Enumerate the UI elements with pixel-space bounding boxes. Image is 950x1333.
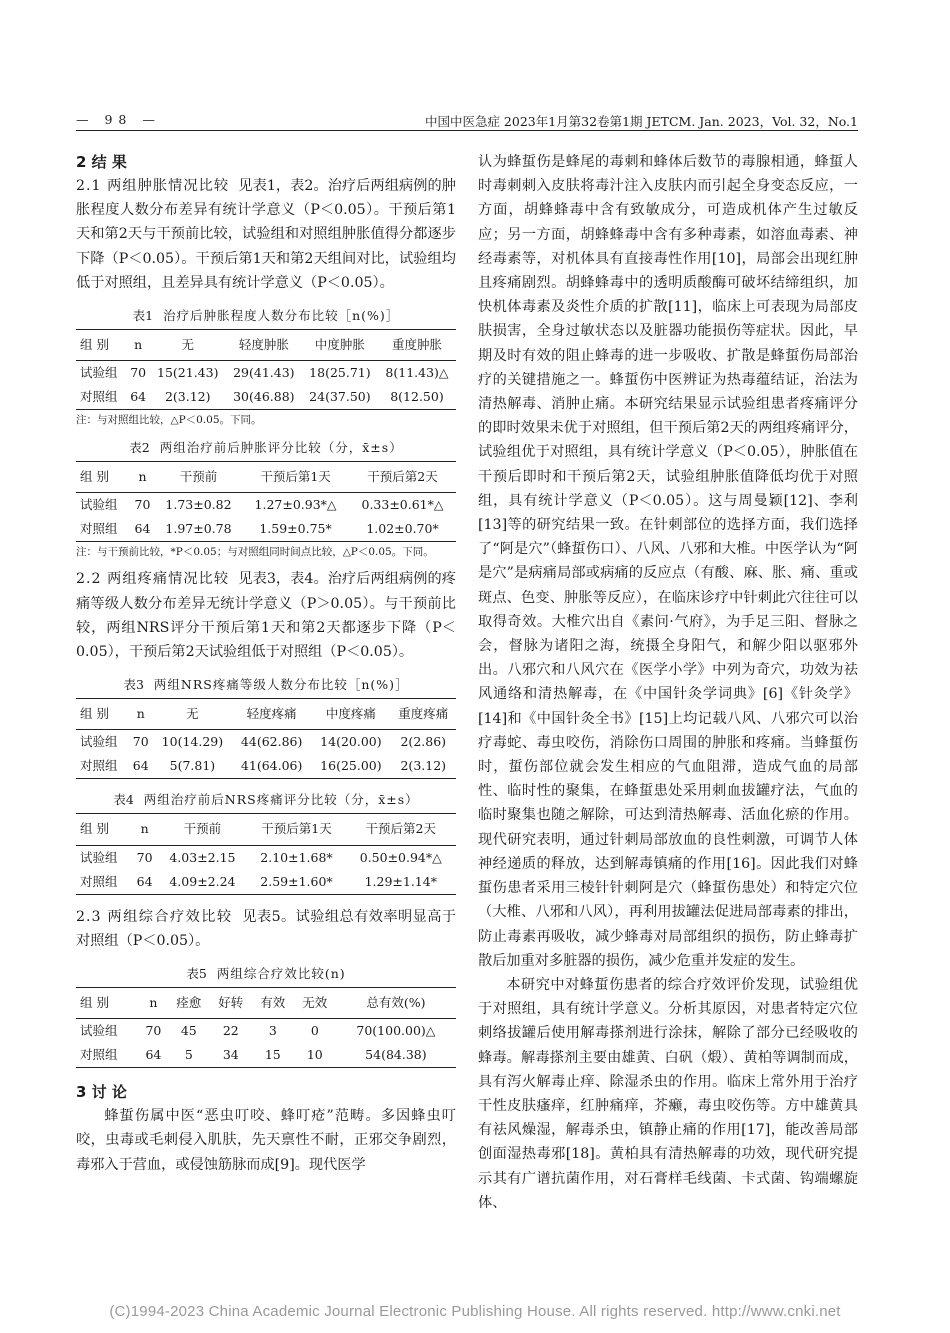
right-column	[478, 150, 858, 1215]
table-header-cell: 组 别	[76, 988, 139, 1019]
table-header-cell: 痊愈	[168, 988, 210, 1019]
table5-caption: 表5 两组综合疗效比较(n)	[186, 966, 346, 982]
table-header-cell: 组 别	[76, 814, 132, 845]
table2-note: 注：与干预前比较，*P＜0.05；与对照组同时间点比较，△P＜0.05。下同。	[76, 546, 434, 559]
table-row	[76, 1043, 456, 1068]
table-cell: 70	[132, 734, 149, 750]
table-cell: 1.97±0.78	[165, 521, 232, 537]
table-row	[76, 385, 456, 410]
table-cell: 8(12.50)	[390, 389, 444, 405]
left-column	[76, 150, 456, 1177]
section-2-1-text: 见表1，表2。治疗后两组病例的肿胀程度人数分布差异有统计学意义（P＜0.05）。干预后第1天和第2天与干预前比较，试验组和对照组肿胀值得分都逐步下降（P＜0.05）。干预后第1天和第2天组间对比，试验组均低于对照组，且差异具有统计学意义（P＜0.05）。	[76, 178, 456, 291]
section-2-3-title: 2.3 两组综合疗效比较	[76, 908, 233, 925]
table-row	[76, 517, 456, 542]
table4-caption: 表4 两组治疗前后NRS疼痛评分比较（分，x̄±s）	[113, 792, 419, 808]
table-cell: 14(20.00)	[320, 734, 382, 750]
table-cell: 64	[134, 521, 151, 537]
table-cell: 64	[145, 1047, 162, 1063]
journal-header: 中国中医急症 2023年1月第32卷第1期 JETCM. Jan. 2023，Vol. 32，No.1	[424, 114, 858, 129]
table-row	[76, 1019, 456, 1044]
table-cell: 试验组	[80, 1023, 118, 1039]
table-cell: 试验组	[80, 365, 118, 381]
table-cell: 70	[130, 365, 147, 381]
table-cell: 对照组	[80, 1047, 118, 1063]
table1-caption: 表1 治疗后肿胀程度人数分布比较［n(%)］	[132, 308, 400, 324]
table-cell: 44(62.86)	[240, 734, 303, 750]
table-row	[76, 870, 456, 895]
table-cell: 1.73±0.82	[165, 497, 232, 513]
table-cell: 54(84.38)	[365, 1047, 427, 1063]
table-header-cell: n	[127, 330, 150, 361]
table-cell: 24(37.50)	[309, 389, 371, 405]
discussion-paragraph-continued: 认为蜂蜇伤是蜂尾的毒刺和蜂体后数节的毒腺相通，蜂蜇人时毒刺刺入皮肤将毒汁注入皮肤内而引起全身变态反应，一方面，胡蜂蜂毒中含有致敏成分，可造成机体产生过敏反应；另一方面，胡蜂蜂毒中含有多种毒素，如溶血毒素、神经毒素等，对机体具有直接毒性作用[10]，局部会出现红肿且疼痛剧烈。胡蜂蜂毒中的透明质酸酶可破坏结缔组织，加快机体毒素及炎性介质的扩散[11]，临床上可表现为局部皮肤损害，全身过敏状态以及脏器功能损伤等症状。因此，早期及时有效的阻止蜂毒的进一步吸收、扩散是蜂蜇伤局部治疗的关键措施之一。蜂蜇伤中医辨证为热毒蕴结证，治法为清热解毒、消肿止痛。本研究结果显示试验组患者疼痛评分的即时效果未优于对照组，但干预后第2天的两组疼痛评分，试验组优于对照组，具有统计学意义（P＜0.05），肿胀值在干预后即时和干预后第2天，试验组肿胀值降低均优于对照组，具有统计学意义（P＜0.05）。这与周曼颖[12]、李利[13]等的研究结果一致。在针刺部位的选择方面，我们选择了“阿是穴”（蜂蜇伤口）、八风、八邪和大椎。中医学认为“阿是穴”是病痛局部或病痛的反应点（有酸、麻、胀、痛、重或斑点、色变、肿胀等反应），在临床诊疗中针刺此穴往往可以取得奇效。大椎穴出自《素问·气府》，为手足三阳、督脉之会，督脉为诸阳之海，统摄全身阳气，和解少阳以驱邪外出。八邪穴和八风穴在《医学小学》中列为奇穴，功效为祛风通络和清热解毒，在《中国针灸学词典》[6]《针灸学》[14]和《中国针灸全书》[15]上均记载八风、八邪穴可以治疗毒蛇、毒虫咬伤，消除伤口周围的肿胀和疼痛。当蜂蜇伤时，蜇伤部位就会发生相应的气血阻滞，造成气血的局部性、临时性的聚集，在蜂蜇患处采用刺血拔罐疗法，气血的临时聚集也随之解除，可达到清热解毒、活血化瘀的作用。现代研究表明，通过针刺局部放血的良性刺激，可调节人体神经递质的释放，达到解毒镇痛的作用[16]。因此我们对蜂蜇伤患者采用三棱针针刺阿是穴（蜂蜇伤患处）和特定穴位（大椎、八邪和八风），再利用拔罐法促进局部毒素的排出，防止毒素再吸收，减少蜂毒对局部组织的损伤，防止蜂毒扩散后加重对多脏器的损伤，减少危重并发症的发生。	[478, 154, 858, 969]
table-header-cell: n	[139, 988, 168, 1019]
table-cell: 试验组	[80, 849, 118, 865]
section-discussion-title: 3 讨 论	[76, 1083, 127, 1102]
table-cell: 22	[222, 1023, 239, 1039]
table-header-cell: 无	[153, 699, 232, 730]
table-cell: 15(21.43)	[157, 365, 219, 381]
table-cell: 4.09±2.24	[169, 873, 236, 889]
table-cell: 2.10±1.68*	[260, 849, 333, 865]
table-header-cell: 组 别	[76, 699, 129, 730]
table-cell: 18(25.71)	[309, 365, 371, 381]
section-2-2-title: 2.2 两组疼痛情况比较	[76, 571, 230, 588]
table-cell: 试验组	[80, 497, 118, 513]
table-header-cell: 重度肿胀	[378, 330, 456, 361]
table3	[76, 698, 456, 779]
table-row	[76, 493, 456, 518]
table1	[76, 329, 456, 410]
table-cell: 30(46.88)	[233, 389, 295, 405]
table-cell: 0.50±0.94*△	[359, 849, 442, 865]
table-cell: 70	[134, 497, 151, 513]
table-header-cell: 好转	[210, 988, 252, 1019]
table-header-cell: 中度肿胀	[302, 330, 378, 361]
table-cell: 5	[184, 1047, 193, 1063]
table-cell: 10(14.29)	[161, 734, 224, 750]
table-header-cell: 轻度肿胀	[226, 330, 302, 361]
header-rule	[76, 130, 858, 131]
table-cell: 1.02±0.70*	[366, 521, 439, 537]
table-header-cell: 干预前	[157, 814, 247, 845]
table-cell: 29(41.43)	[233, 365, 295, 381]
table-header-cell: 中度疼痛	[311, 699, 390, 730]
table-cell: 64	[130, 389, 147, 405]
table-header-cell: 干预后第1天	[247, 814, 345, 845]
page-number: — 98 —	[76, 112, 161, 127]
table-cell: 8(11.43)△	[385, 365, 449, 381]
table1-note: 注：与对照组比较，△P＜0.05。下同。	[76, 414, 262, 427]
table-cell: 45	[180, 1023, 197, 1039]
table-row	[76, 361, 456, 386]
table-cell: 2(2.86)	[400, 734, 447, 750]
table5	[76, 987, 456, 1068]
table-cell: 对照组	[80, 521, 118, 537]
table-cell: 试验组	[80, 734, 118, 750]
table-header-cell: 无	[150, 330, 226, 361]
table-cell: 5(7.81)	[169, 758, 216, 774]
table-row	[76, 845, 456, 870]
table-cell: 16(25.00)	[320, 758, 382, 774]
discussion-paragraph-2: 本研究中对蜂蜇伤患者的综合疗效评价发现，试验组优于对照组，具有统计学意义。分析其原因，对患者特定穴位刺络拔罐后使用解毒搽剂进行涂抹，解除了部分已经吸收的蜂毒。解毒搽剂主要由雄黄、白矾（煅）、黄柏等调制而成，具有泻火解毒止痒、除湿杀虫的作用。临床上常外用于治疗干性皮肤瘙痒，红肿痛痒，芥癞，毒虫咬伤等。方中雄黄具有祛风燥湿，解毒杀虫，镇静止痛的作用[17]，能改善局部创面湿热毒邪[18]。黄柏具有清热解毒的功效，现代研究提示其有广谱抗菌作用，对石膏样毛线菌、卡式菌、钩端螺旋体、	[478, 976, 858, 1211]
table-cell: 4.03±2.15	[169, 849, 236, 865]
table-header-cell: 轻度疼痛	[232, 699, 311, 730]
table-cell: 70(100.00)△	[356, 1023, 436, 1039]
section-2-3-text: 见表5。试验组总有效率明显高于对照组（P＜0.05）。	[76, 908, 457, 949]
table-header-cell: 干预前	[155, 462, 242, 493]
table2	[76, 461, 456, 542]
table-cell: 1.27±0.93*△	[254, 497, 337, 513]
discussion-paragraph-1: 蜂蜇伤属中医“恶虫叮咬、蜂叮疮”范畴。多因蜂虫叮咬，虫毒或毛刺侵入肌肤，先天禀性不耐，正邪交争剧烈，毒邪入于营血，或侵蚀筋脉而成[9]。现代医学	[76, 1108, 456, 1173]
table-header-cell: 干预后第2天	[346, 814, 456, 845]
table-row	[76, 754, 456, 779]
table-cell: 2(3.12)	[400, 758, 447, 774]
table-cell: 对照组	[80, 758, 118, 774]
table-cell: 41(64.06)	[240, 758, 303, 774]
copyright-footer: (C)1994-2023 China Academic Journal Electronic Publishing House. All rights reserved. http://www.cnki.net	[109, 1303, 841, 1320]
table-cell: 2.59±1.60*	[260, 873, 333, 889]
table-header-cell: 干预后第1天	[242, 462, 349, 493]
table-cell: 1.29±1.14*	[364, 873, 437, 889]
table-cell: 对照组	[80, 389, 118, 405]
table-row	[76, 730, 456, 755]
table-header-cell: 重度疼痛	[391, 699, 456, 730]
table-cell: 3	[268, 1023, 277, 1039]
table-cell: 70	[136, 849, 153, 865]
table-cell: 10	[306, 1047, 323, 1063]
section-2-3	[76, 905, 456, 953]
table-header-cell: 有效	[252, 988, 294, 1019]
table-cell: 70	[145, 1023, 162, 1039]
table-cell: 1.59±0.75*	[259, 521, 332, 537]
table-cell: 2(3.12)	[164, 389, 211, 405]
table-header-cell: 总有效(%)	[336, 988, 456, 1019]
section-2-2	[76, 567, 456, 664]
table-cell: 15	[264, 1047, 281, 1063]
table-header-cell: 无效	[294, 988, 336, 1019]
table-cell: 64	[132, 758, 149, 774]
section-2-1-title: 2.1 两组肿胀情况比较	[76, 178, 230, 194]
section-results-title: 2 结 果	[76, 153, 127, 171]
table2-caption: 表2 两组治疗前后肿胀评分比较（分，x̄±s）	[129, 440, 403, 456]
table-cell: 34	[222, 1047, 239, 1063]
section-2-1	[76, 174, 456, 295]
table-header-cell: n	[130, 462, 155, 493]
table-header-cell: 干预后第2天	[349, 462, 456, 493]
table-cell: 0	[310, 1023, 319, 1039]
table-cell: 对照组	[80, 873, 118, 889]
table-cell: 0.33±0.61*△	[361, 497, 444, 513]
table-header-cell: 组 别	[76, 330, 127, 361]
table-header-cell: n	[132, 814, 158, 845]
table-header-cell: 组 别	[76, 462, 130, 493]
table-header-cell: n	[129, 699, 153, 730]
table3-caption: 表3 两组NRS疼痛等级人数分布比较［n(%)］	[123, 677, 409, 693]
table-cell: 64	[136, 873, 153, 889]
section-2-2-text: 见表3，表4。治疗后两组病例的疼痛等级人数分布差异无统计学意义（P＞0.05）。与干预前比较，两组NRS评分干预后第1天和第2天都逐步下降（P＜0.05），干预后第2天试验组低于对照组（P＜0.05）。	[76, 571, 456, 661]
table4	[76, 813, 456, 894]
